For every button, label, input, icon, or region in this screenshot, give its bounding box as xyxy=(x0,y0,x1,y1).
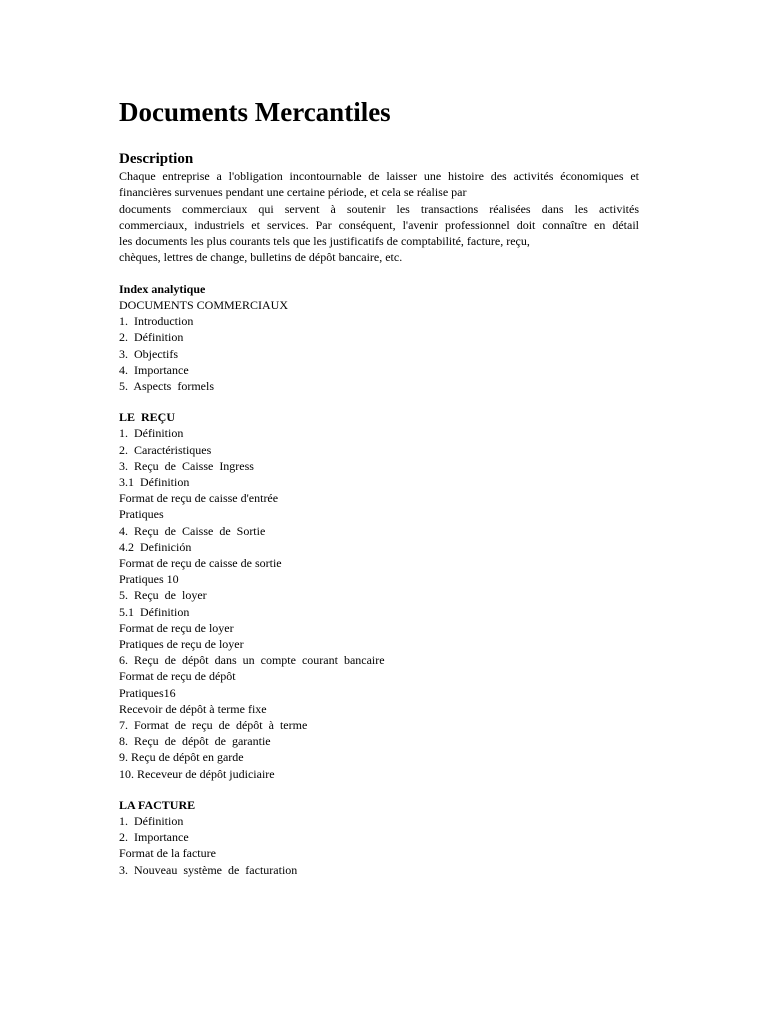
recu-item: 7. Format de reçu de dépôt à terme xyxy=(119,718,308,733)
description-line: Chaque entreprise a l'obligation incontournable de laisser une histoire des activités économiques et xyxy=(119,169,639,183)
index-item: 3. Objectifs xyxy=(119,346,178,361)
recu-item: Format de reçu de caisse de sortie xyxy=(119,556,282,571)
index-item: 5. Aspects formels xyxy=(119,379,214,393)
recu-heading: LE REÇU xyxy=(119,410,176,425)
index-item: 4. Importance xyxy=(119,362,189,377)
recu-item: Recevoir de dépôt à terme fixe xyxy=(119,701,267,716)
recu-section xyxy=(119,409,639,782)
facture-item: 1. Définition xyxy=(119,814,184,829)
recu-item: Format de reçu de loyer xyxy=(119,620,234,635)
facture-item: 2. Importance xyxy=(119,830,189,845)
recu-item: 4.2 Definición xyxy=(119,539,192,554)
recu-item: Pratiques de reçu de loyer xyxy=(119,637,244,652)
document-title: Documents Mercantiles xyxy=(119,97,391,127)
recu-item: 3. Reçu de Caisse Ingress xyxy=(119,458,254,473)
recu-item: 6. Reçu de dépôt dans un compte courant bancaire xyxy=(119,653,385,668)
recu-item: Format de reçu de caisse d'entrée xyxy=(119,491,279,506)
description-line: financières survenues pendant une certaine période, et cela se réalise par xyxy=(119,185,467,200)
recu-item: 3.1 Définition xyxy=(119,475,190,490)
index-item: 1. Introduction xyxy=(119,314,194,329)
recu-item: Pratiques xyxy=(119,507,164,522)
facture-section xyxy=(119,797,639,878)
recu-item: 8. Reçu de dépôt de garantie xyxy=(119,734,271,749)
description-line: les documents les plus courants tels que les justificatifs de comptabilité, facture, reçu, xyxy=(119,234,530,249)
index-item: 2. Définition xyxy=(119,330,184,345)
description-paragraph xyxy=(119,168,639,266)
recu-item: 2. Caractéristiques xyxy=(119,442,212,457)
description-heading: Description xyxy=(119,151,194,167)
recu-item: 10. Receveur de dépôt judiciaire xyxy=(119,766,275,781)
index-subheading: DOCUMENTS COMMERCIAUX xyxy=(119,297,289,312)
description-line: documents commerciaux qui servent à soutenir les transactions réalisées dans les activités xyxy=(119,201,639,216)
recu-item: 9. Reçu de dépôt en garde xyxy=(119,750,244,765)
recu-item: 5.1 Définition xyxy=(119,604,190,619)
recu-item: Pratiques16 xyxy=(119,685,176,700)
recu-item: Format de reçu de dépôt xyxy=(119,669,236,684)
description-line: commerciaux, industriels et services. Par conséquent, l'avenir professionnel doit connaître en détail xyxy=(119,217,639,232)
recu-item: 4. Reçu de Caisse de Sortie xyxy=(119,523,266,538)
recu-item: 1. Définition xyxy=(119,426,184,441)
recu-item: 5. Reçu de loyer xyxy=(119,588,207,603)
index-section xyxy=(119,281,639,394)
facture-item: 3. Nouveau système de facturation xyxy=(119,862,298,877)
facture-heading: LA FACTURE xyxy=(119,797,196,812)
document-page xyxy=(119,96,639,878)
index-heading: Index analytique xyxy=(119,281,206,296)
recu-item: Pratiques 10 xyxy=(119,572,179,587)
facture-item: Format de la facture xyxy=(119,846,216,861)
description-line: chèques, lettres de change, bulletins de dépôt bancaire, etc. xyxy=(119,250,403,265)
